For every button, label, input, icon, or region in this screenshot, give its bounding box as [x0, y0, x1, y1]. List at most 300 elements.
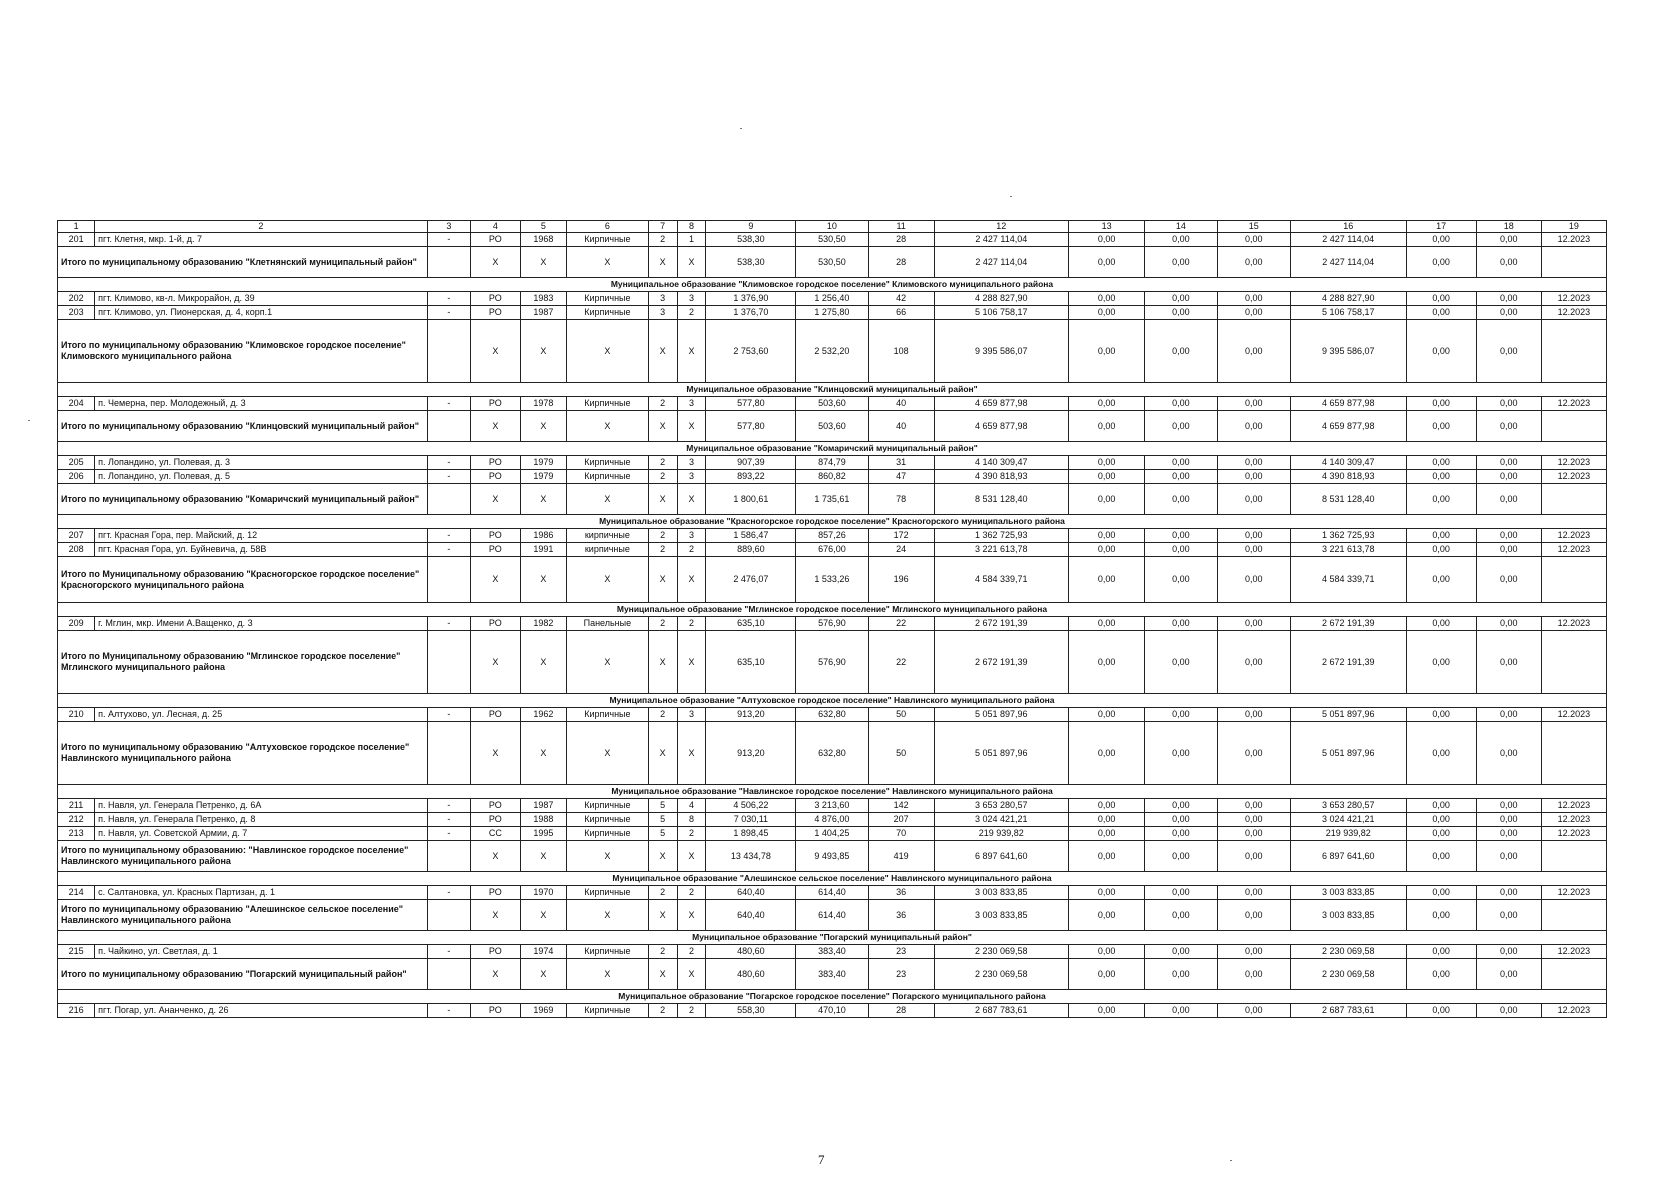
- total-cell: X: [648, 959, 677, 990]
- table-cell: РО: [471, 292, 521, 306]
- total-label: Итого по Муниципальному образованию "Мглинское городское поселение" Мглинского муниципального района: [58, 631, 428, 694]
- total-cell: 0,00: [1406, 631, 1476, 694]
- row-number: 213: [58, 827, 95, 841]
- table-cell: 3 213,60: [796, 799, 868, 813]
- total-label: Итого по муниципальному образованию "Климовское городское поселение" Климовского муниципального района: [58, 320, 428, 383]
- total-cell: 0,00: [1068, 722, 1144, 785]
- total-cell: X: [567, 959, 649, 990]
- table-cell: 0,00: [1068, 813, 1144, 827]
- total-cell: 419: [868, 841, 934, 872]
- total-cell: [427, 900, 470, 931]
- total-cell: 0,00: [1145, 411, 1217, 442]
- total-cell: 0,00: [1145, 631, 1217, 694]
- table-cell: 1987: [520, 799, 566, 813]
- table-row: [58, 813, 1607, 827]
- table-cell: 0,00: [1217, 397, 1290, 411]
- total-cell: X: [471, 841, 521, 872]
- total-label: Итого по муниципальному образованию "Комаричский муниципальный район": [58, 484, 428, 515]
- total-cell: 13 434,78: [706, 841, 796, 872]
- total-cell: 3 003 833,85: [1290, 900, 1406, 931]
- table-cell: 12.2023: [1541, 543, 1606, 557]
- total-cell: 4 659 877,98: [934, 411, 1068, 442]
- address-cell: п. Чемерна, пер. Молодежный, д. 3: [95, 397, 428, 411]
- total-cell: 0,00: [1406, 900, 1476, 931]
- table-cell: 1979: [520, 456, 566, 470]
- total-cell: 632,80: [796, 722, 868, 785]
- total-cell: 2 427 114,04: [934, 247, 1068, 278]
- total-cell: [427, 841, 470, 872]
- total-cell: X: [520, 900, 566, 931]
- table-cell: 0,00: [1476, 233, 1541, 247]
- total-label: Итого по муниципальному образованию: "Навлинское городское поселение" Навлинского муниципального района: [58, 841, 428, 872]
- table-cell: 12.2023: [1541, 306, 1606, 320]
- total-cell: [427, 631, 470, 694]
- scan-speck: [740, 128, 742, 129]
- table-row: [58, 945, 1607, 959]
- total-cell: X: [471, 411, 521, 442]
- total-cell: [1541, 484, 1606, 515]
- total-cell: 0,00: [1406, 247, 1476, 278]
- table-row: [58, 456, 1607, 470]
- table-cell: 1986: [520, 529, 566, 543]
- table-cell: 219 939,82: [1290, 827, 1406, 841]
- table-cell: 2 427 114,04: [934, 233, 1068, 247]
- total-cell: 50: [868, 722, 934, 785]
- total-cell: X: [677, 247, 706, 278]
- table-cell: -: [427, 708, 470, 722]
- table-cell: 0,00: [1217, 306, 1290, 320]
- total-label: Итого по муниципальному образованию "Алешинское сельское поселение" Навлинского муниципального района: [58, 900, 428, 931]
- table-cell: 614,40: [796, 886, 868, 900]
- table-cell: 2: [648, 708, 677, 722]
- table-row: [58, 306, 1607, 320]
- section-header-row: [58, 278, 1607, 292]
- table-cell: 31: [868, 456, 934, 470]
- address-cell: с. Салтановка, ул. Красных Партизан, д. 1: [95, 886, 428, 900]
- table-cell: -: [427, 397, 470, 411]
- total-cell: 0,00: [1406, 557, 1476, 603]
- section-header-row: [58, 694, 1607, 708]
- total-cell: 0,00: [1217, 484, 1290, 515]
- total-cell: 0,00: [1476, 631, 1541, 694]
- total-row: [58, 722, 1607, 785]
- table-cell: 3 003 833,85: [934, 886, 1068, 900]
- row-number: 210: [58, 708, 95, 722]
- table-cell: Кирпичные: [567, 470, 649, 484]
- total-cell: 23: [868, 959, 934, 990]
- total-cell: X: [648, 631, 677, 694]
- total-cell: X: [567, 900, 649, 931]
- total-cell: X: [520, 320, 566, 383]
- table-cell: 893,22: [706, 470, 796, 484]
- table-cell: 4 659 877,98: [934, 397, 1068, 411]
- total-cell: 0,00: [1476, 247, 1541, 278]
- total-cell: [427, 722, 470, 785]
- total-cell: 0,00: [1476, 484, 1541, 515]
- table-cell: -: [427, 529, 470, 543]
- total-cell: 503,60: [796, 411, 868, 442]
- total-row: [58, 557, 1607, 603]
- table-cell: 7 030,11: [706, 813, 796, 827]
- address-cell: пгт. Красная Гора, ул. Буйневича, д. 58В: [95, 543, 428, 557]
- total-cell: 0,00: [1476, 900, 1541, 931]
- total-cell: 2 230 069,58: [1290, 959, 1406, 990]
- table-cell: кирпичные: [567, 529, 649, 543]
- table-cell: 0,00: [1476, 886, 1541, 900]
- table-cell: 5 106 758,17: [1290, 306, 1406, 320]
- table-cell: 0,00: [1406, 708, 1476, 722]
- table-cell: 8: [677, 813, 706, 827]
- table-cell: 47: [868, 470, 934, 484]
- table-cell: 0,00: [1145, 456, 1217, 470]
- table-cell: 3: [677, 397, 706, 411]
- table-cell: Кирпичные: [567, 886, 649, 900]
- total-cell: X: [520, 959, 566, 990]
- table-cell: РО: [471, 1004, 521, 1018]
- table-cell: 860,82: [796, 470, 868, 484]
- table-cell: 12.2023: [1541, 456, 1606, 470]
- row-number: 216: [58, 1004, 95, 1018]
- table-cell: 0,00: [1217, 799, 1290, 813]
- table-row: [58, 617, 1607, 631]
- table-cell: 0,00: [1476, 945, 1541, 959]
- table-cell: 1 275,80: [796, 306, 868, 320]
- table-cell: 0,00: [1068, 886, 1144, 900]
- table-cell: 0,00: [1217, 813, 1290, 827]
- table-cell: 0,00: [1476, 529, 1541, 543]
- table-cell: 577,80: [706, 397, 796, 411]
- table-row: [58, 543, 1607, 557]
- total-cell: 0,00: [1476, 722, 1541, 785]
- total-cell: 6 897 641,60: [1290, 841, 1406, 872]
- table-cell: 0,00: [1406, 470, 1476, 484]
- total-row: [58, 320, 1607, 383]
- total-cell: 577,80: [706, 411, 796, 442]
- table-cell: 0,00: [1217, 456, 1290, 470]
- table-cell: Панельные: [567, 617, 649, 631]
- address-cell: п. Алтухово, ул. Лесная, д. 25: [95, 708, 428, 722]
- table-cell: 3 024 421,21: [1290, 813, 1406, 827]
- total-cell: 1 735,61: [796, 484, 868, 515]
- total-cell: X: [567, 411, 649, 442]
- column-number: 9: [706, 221, 796, 233]
- table-cell: 4 659 877,98: [1290, 397, 1406, 411]
- table-cell: 5: [648, 799, 677, 813]
- table-cell: 0,00: [1406, 292, 1476, 306]
- table-cell: 12.2023: [1541, 292, 1606, 306]
- total-cell: 640,40: [706, 900, 796, 931]
- total-cell: X: [677, 841, 706, 872]
- table-cell: 2: [677, 945, 706, 959]
- table-cell: СС: [471, 827, 521, 841]
- table-cell: 0,00: [1145, 306, 1217, 320]
- table-cell: 3: [677, 708, 706, 722]
- total-cell: X: [520, 841, 566, 872]
- total-cell: 0,00: [1406, 411, 1476, 442]
- table-cell: -: [427, 799, 470, 813]
- table-cell: 2: [677, 617, 706, 631]
- total-cell: 0,00: [1145, 320, 1217, 383]
- total-cell: 0,00: [1068, 320, 1144, 383]
- table-cell: 2: [677, 827, 706, 841]
- total-row: [58, 247, 1607, 278]
- total-cell: X: [471, 557, 521, 603]
- total-cell: 0,00: [1145, 484, 1217, 515]
- table-cell: 42: [868, 292, 934, 306]
- row-number: 207: [58, 529, 95, 543]
- total-label: Итого по муниципальному образованию "Алтуховское городское поселение" Навлинского муниципального района: [58, 722, 428, 785]
- address-cell: п. Лопандино, ул. Полевая, д. 5: [95, 470, 428, 484]
- table-cell: Кирпичные: [567, 397, 649, 411]
- scan-speck: [1010, 196, 1012, 197]
- total-cell: 0,00: [1406, 959, 1476, 990]
- total-cell: 3 003 833,85: [934, 900, 1068, 931]
- table-row: [58, 799, 1607, 813]
- total-cell: X: [520, 631, 566, 694]
- total-cell: X: [648, 247, 677, 278]
- total-cell: 0,00: [1068, 959, 1144, 990]
- table-cell: РО: [471, 799, 521, 813]
- total-cell: 0,00: [1145, 900, 1217, 931]
- total-cell: 0,00: [1476, 841, 1541, 872]
- table-cell: 1988: [520, 813, 566, 827]
- table-cell: 36: [868, 886, 934, 900]
- table-cell: 470,10: [796, 1004, 868, 1018]
- table-row: [58, 470, 1607, 484]
- column-number: 8: [677, 221, 706, 233]
- total-cell: X: [567, 841, 649, 872]
- total-cell: X: [520, 411, 566, 442]
- table-cell: 0,00: [1145, 529, 1217, 543]
- table-cell: 12.2023: [1541, 799, 1606, 813]
- address-cell: п. Чайкино, ул. Светлая, д. 1: [95, 945, 428, 959]
- total-cell: 78: [868, 484, 934, 515]
- section-title: Муниципальное образование "Навлинское городское поселение" Навлинского муниципального района: [58, 785, 1607, 799]
- total-cell: 40: [868, 411, 934, 442]
- row-number: 202: [58, 292, 95, 306]
- row-number: 204: [58, 397, 95, 411]
- row-number: 208: [58, 543, 95, 557]
- table-cell: 0,00: [1145, 397, 1217, 411]
- table-cell: 576,90: [796, 617, 868, 631]
- total-cell: X: [677, 411, 706, 442]
- table-cell: 874,79: [796, 456, 868, 470]
- total-cell: X: [520, 722, 566, 785]
- total-cell: 9 395 586,07: [934, 320, 1068, 383]
- scan-speck: [1230, 1160, 1232, 1161]
- table-cell: 12.2023: [1541, 886, 1606, 900]
- total-cell: 0,00: [1145, 247, 1217, 278]
- total-cell: 0,00: [1476, 411, 1541, 442]
- address-cell: пгт. Красная Гора, пер. Майский, д. 12: [95, 529, 428, 543]
- table-cell: 0,00: [1476, 827, 1541, 841]
- table-cell: 70: [868, 827, 934, 841]
- row-number: 201: [58, 233, 95, 247]
- table-cell: 3 024 421,21: [934, 813, 1068, 827]
- column-number: 19: [1541, 221, 1606, 233]
- section-title: Муниципальное образование "Алешинское сельское поселение" Навлинского муниципального района: [58, 872, 1607, 886]
- table-cell: Кирпичные: [567, 292, 649, 306]
- total-cell: [1541, 411, 1606, 442]
- table-cell: 2 672 191,39: [1290, 617, 1406, 631]
- table-cell: 0,00: [1217, 233, 1290, 247]
- total-cell: 0,00: [1217, 411, 1290, 442]
- table-cell: 538,30: [706, 233, 796, 247]
- section-header-row: [58, 515, 1607, 529]
- table-cell: 2: [648, 1004, 677, 1018]
- table-cell: 0,00: [1476, 1004, 1541, 1018]
- total-cell: 0,00: [1068, 411, 1144, 442]
- row-number: 211: [58, 799, 95, 813]
- address-cell: г. Мглин, мкр. Имени А.Ващенко, д. 3: [95, 617, 428, 631]
- row-number: 212: [58, 813, 95, 827]
- table-cell: 3 653 280,57: [1290, 799, 1406, 813]
- table-cell: 4 506,22: [706, 799, 796, 813]
- page-number: 7: [818, 1152, 825, 1167]
- section-title: Муниципальное образование "Погарский муниципальный район": [58, 931, 1607, 945]
- section-title: Муниципальное образование "Клинцовский муниципальный район": [58, 383, 1607, 397]
- table-cell: 1987: [520, 306, 566, 320]
- table-cell: Кирпичные: [567, 456, 649, 470]
- total-cell: 530,50: [796, 247, 868, 278]
- table-cell: -: [427, 617, 470, 631]
- table-cell: 0,00: [1476, 456, 1541, 470]
- table-cell: 2: [648, 945, 677, 959]
- table-cell: 0,00: [1145, 886, 1217, 900]
- table-cell: 635,10: [706, 617, 796, 631]
- table-cell: 0,00: [1068, 292, 1144, 306]
- total-cell: X: [677, 722, 706, 785]
- total-cell: 538,30: [706, 247, 796, 278]
- table-cell: 1979: [520, 470, 566, 484]
- table-cell: 3 221 613,78: [1290, 543, 1406, 557]
- total-cell: 480,60: [706, 959, 796, 990]
- table-cell: 0,00: [1217, 708, 1290, 722]
- table-cell: РО: [471, 813, 521, 827]
- table-cell: 503,60: [796, 397, 868, 411]
- total-cell: 8 531 128,40: [934, 484, 1068, 515]
- total-cell: 1 533,26: [796, 557, 868, 603]
- total-cell: 0,00: [1217, 959, 1290, 990]
- total-cell: [427, 557, 470, 603]
- total-cell: X: [648, 900, 677, 931]
- total-cell: 6 897 641,60: [934, 841, 1068, 872]
- table-cell: 0,00: [1406, 397, 1476, 411]
- total-cell: 0,00: [1145, 959, 1217, 990]
- total-cell: 8 531 128,40: [1290, 484, 1406, 515]
- total-cell: 0,00: [1217, 722, 1290, 785]
- table-cell: 0,00: [1145, 708, 1217, 722]
- table-cell: 1 376,70: [706, 306, 796, 320]
- total-cell: 4 584 339,71: [1290, 557, 1406, 603]
- table-cell: 4: [677, 799, 706, 813]
- table-cell: 0,00: [1145, 813, 1217, 827]
- table-cell: 0,00: [1217, 827, 1290, 841]
- table-cell: 23: [868, 945, 934, 959]
- table-cell: РО: [471, 886, 521, 900]
- section-header-row: [58, 603, 1607, 617]
- table-cell: 28: [868, 233, 934, 247]
- total-cell: [427, 247, 470, 278]
- total-cell: 22: [868, 631, 934, 694]
- total-cell: [1541, 900, 1606, 931]
- table-cell: 0,00: [1476, 813, 1541, 827]
- total-cell: X: [567, 631, 649, 694]
- row-number: 203: [58, 306, 95, 320]
- total-cell: 0,00: [1145, 722, 1217, 785]
- table-cell: 0,00: [1406, 813, 1476, 827]
- row-number: 205: [58, 456, 95, 470]
- table-cell: РО: [471, 543, 521, 557]
- table-cell: Кирпичные: [567, 306, 649, 320]
- total-row: [58, 411, 1607, 442]
- address-cell: пгт. Клетня, мкр. 1-й, д. 7: [95, 233, 428, 247]
- total-cell: X: [648, 557, 677, 603]
- table-cell: 676,00: [796, 543, 868, 557]
- total-cell: 0,00: [1217, 841, 1290, 872]
- section-header-row: [58, 931, 1607, 945]
- table-cell: 2 230 069,58: [1290, 945, 1406, 959]
- total-row: [58, 841, 1607, 872]
- address-cell: п. Лопандино, ул. Полевая, д. 3: [95, 456, 428, 470]
- table-cell: 4 390 818,93: [1290, 470, 1406, 484]
- table-cell: 0,00: [1476, 470, 1541, 484]
- table-cell: 0,00: [1406, 799, 1476, 813]
- column-number: 18: [1476, 221, 1541, 233]
- section-header-row: [58, 990, 1607, 1004]
- table-cell: 0,00: [1068, 543, 1144, 557]
- table-cell: 0,00: [1217, 1004, 1290, 1018]
- table-cell: 3 003 833,85: [1290, 886, 1406, 900]
- total-cell: X: [677, 557, 706, 603]
- total-cell: X: [471, 722, 521, 785]
- table-cell: 0,00: [1145, 1004, 1217, 1018]
- table-cell: 4 288 827,90: [934, 292, 1068, 306]
- total-cell: X: [520, 247, 566, 278]
- table-cell: РО: [471, 529, 521, 543]
- table-cell: Кирпичные: [567, 799, 649, 813]
- table-cell: 0,00: [1068, 617, 1144, 631]
- total-cell: X: [648, 320, 677, 383]
- total-cell: X: [567, 247, 649, 278]
- table-cell: 2: [648, 617, 677, 631]
- total-cell: 196: [868, 557, 934, 603]
- table-cell: 2 672 191,39: [934, 617, 1068, 631]
- total-label: Итого по Муниципальному образованию "Красногорское городское поселение" Красногорского муниципального района: [58, 557, 428, 603]
- table-cell: Кирпичные: [567, 827, 649, 841]
- section-title: Муниципальное образование "Комаричский муниципальный район": [58, 442, 1607, 456]
- table-row: [58, 397, 1607, 411]
- table-cell: 1969: [520, 1004, 566, 1018]
- total-cell: X: [677, 320, 706, 383]
- table-row: [58, 529, 1607, 543]
- column-number: 7: [648, 221, 677, 233]
- total-cell: 4 659 877,98: [1290, 411, 1406, 442]
- total-cell: 28: [868, 247, 934, 278]
- total-cell: X: [471, 247, 521, 278]
- table-cell: 1 586,47: [706, 529, 796, 543]
- total-cell: 0,00: [1217, 900, 1290, 931]
- table-cell: 1 898,45: [706, 827, 796, 841]
- total-cell: 5 051 897,96: [1290, 722, 1406, 785]
- total-cell: [1541, 320, 1606, 383]
- table-cell: 28: [868, 1004, 934, 1018]
- table-cell: -: [427, 292, 470, 306]
- total-row: [58, 484, 1607, 515]
- housing-registry-table: [57, 220, 1607, 1018]
- table-row: [58, 233, 1607, 247]
- table-cell: 2: [677, 306, 706, 320]
